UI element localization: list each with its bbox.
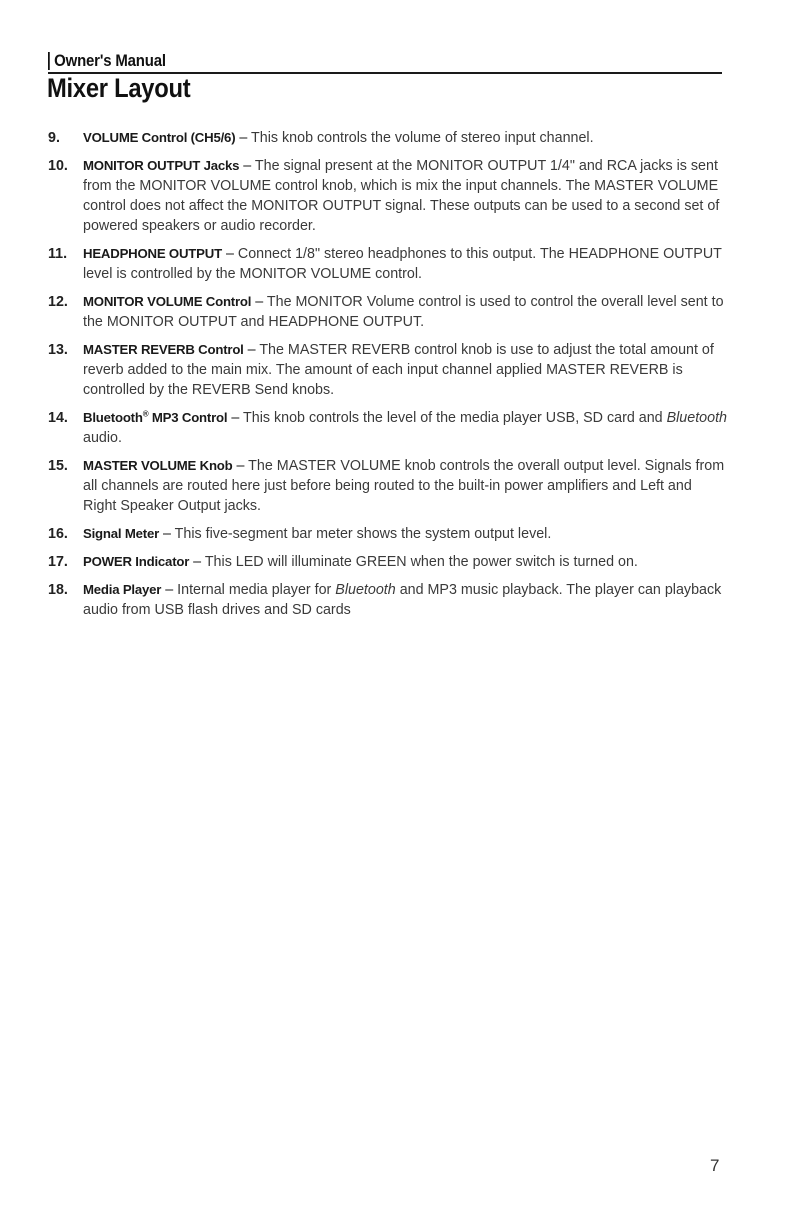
item-body bbox=[83, 244, 728, 284]
list-item-9 bbox=[48, 128, 728, 148]
item-description: This LED will illuminate GREEN when the power switch is turned on. bbox=[204, 554, 638, 570]
item-number: 12. bbox=[48, 294, 68, 310]
item-number: 17. bbox=[48, 554, 68, 570]
item-description: This knob controls the volume of stereo input channel. bbox=[251, 130, 594, 146]
item-term: VOLUME Control (CH5/6) bbox=[83, 130, 236, 145]
item-number: 10. bbox=[48, 158, 68, 174]
item-term: MASTER REVERB Control bbox=[83, 342, 244, 357]
item-list bbox=[48, 128, 728, 628]
item-number: 11. bbox=[48, 246, 68, 262]
item-term: HEADPHONE OUTPUT bbox=[83, 246, 222, 261]
item-term: Media Player bbox=[83, 582, 162, 597]
item-description: The MONITOR Volume control is used to control the overall level sent to the MONITOR OUTPUT and HEADPHONE OUTPUT. bbox=[83, 294, 724, 330]
item-description: The MASTER REVERB control knob is use to adjust the total amount of reverb added to the main mix. The amount of each input channel applied MASTER REVERB is controlled by the REVERB Send knobs. bbox=[83, 342, 714, 398]
separator: – bbox=[163, 526, 171, 542]
list-item-11 bbox=[48, 244, 728, 284]
item-term: Signal Meter bbox=[83, 526, 160, 541]
page-title: Mixer Layout bbox=[47, 73, 191, 103]
item-description: The MASTER VOLUME knob controls the overall output level. Signals from all channels are routed here just before being routed to the built-in power amplifiers and Left and Right Speaker Output jacks. bbox=[83, 458, 725, 514]
separator: – bbox=[255, 294, 264, 310]
item-number: 9. bbox=[48, 130, 60, 146]
item-body bbox=[83, 408, 728, 448]
page-number: 7 bbox=[710, 1156, 720, 1175]
item-body bbox=[83, 524, 728, 544]
separator: – bbox=[243, 158, 252, 174]
item-body bbox=[83, 156, 728, 236]
separator: – bbox=[239, 130, 248, 146]
item-term: MONITOR VOLUME Control bbox=[83, 294, 252, 309]
item-term-brand: Bluetooth bbox=[83, 410, 143, 425]
item-term bbox=[83, 410, 227, 425]
section-label: Owner's Manual bbox=[48, 52, 166, 70]
list-item-15 bbox=[48, 456, 728, 516]
list-item-18 bbox=[48, 580, 728, 620]
item-body bbox=[83, 340, 728, 400]
separator: – bbox=[236, 458, 245, 474]
item-term-rest: MP3 Control bbox=[148, 410, 228, 425]
item-description-emphasis: Bluetooth bbox=[666, 410, 727, 426]
item-number: 16. bbox=[48, 526, 68, 542]
registered-mark: ® bbox=[142, 409, 149, 419]
list-item-13 bbox=[48, 340, 728, 400]
item-body bbox=[83, 292, 728, 332]
item-description: Connect 1/8" stereo headphones to this output. The HEADPHONE OUTPUT level is controlled by the MONITOR VOLUME control. bbox=[83, 246, 722, 282]
item-description-end: and MP3 music playback. The player can playback audio from USB flash drives and SD cards bbox=[83, 582, 722, 618]
item-description: The signal present at the MONITOR OUTPUT 1/4" and RCA jacks is sent from the MONITOR VOLUME control knob, which is mix the input channels. The MASTER VOLUME control does not affect the MONITOR OUTPUT signal. These outputs can be used to a second set of powered speakers or audio recorder. bbox=[83, 158, 720, 234]
item-number: 14. bbox=[48, 410, 68, 426]
item-number: 18. bbox=[48, 582, 68, 598]
separator: – bbox=[193, 554, 202, 570]
list-item-14 bbox=[48, 408, 728, 448]
separator: – bbox=[247, 342, 256, 358]
separator: – bbox=[225, 246, 234, 262]
item-description: Internal media player for bbox=[177, 582, 336, 598]
item-body bbox=[83, 128, 728, 148]
separator: – bbox=[231, 410, 240, 426]
running-header bbox=[48, 52, 722, 74]
list-item-12 bbox=[48, 292, 728, 332]
item-term: POWER Indicator bbox=[83, 554, 190, 569]
list-item-10 bbox=[48, 156, 728, 236]
item-number: 13. bbox=[48, 342, 68, 358]
item-body bbox=[83, 552, 728, 572]
item-description-emphasis: Bluetooth bbox=[335, 582, 396, 598]
item-body bbox=[83, 456, 728, 516]
item-description-end: audio. bbox=[83, 430, 122, 446]
item-term: MONITOR OUTPUT Jacks bbox=[83, 158, 240, 173]
separator: – bbox=[165, 582, 174, 598]
item-body bbox=[83, 580, 728, 620]
item-term: MASTER VOLUME Knob bbox=[83, 458, 233, 473]
list-item-17 bbox=[48, 552, 728, 572]
list-item-16 bbox=[48, 524, 728, 544]
item-number: 15. bbox=[48, 458, 68, 474]
item-description: This knob controls the level of the media player USB, SD card and bbox=[243, 410, 667, 426]
item-description: This five-segment bar meter shows the system output level. bbox=[174, 526, 552, 542]
